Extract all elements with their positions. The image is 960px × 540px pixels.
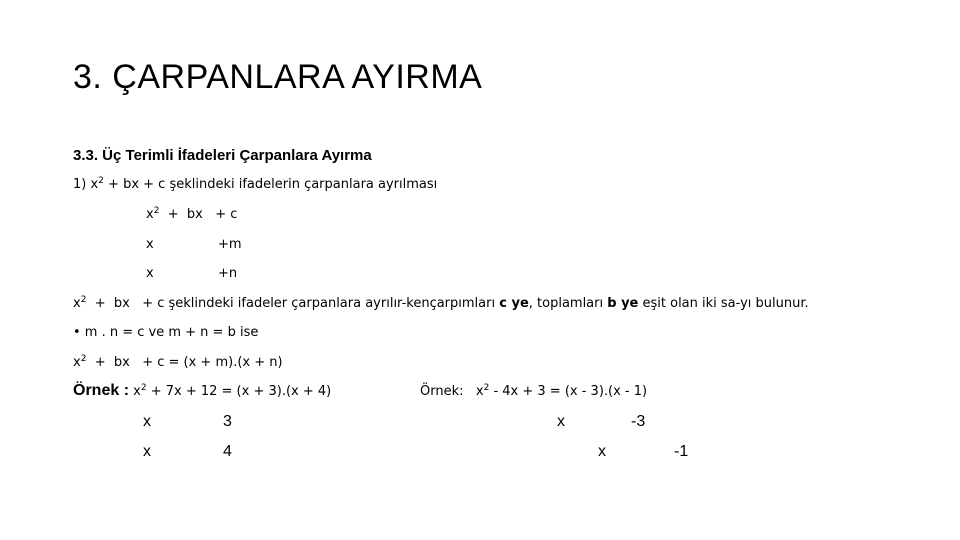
rule-bold-c: c ye <box>499 296 529 311</box>
example2-label: Örnek: x <box>420 384 484 399</box>
section-subtitle: 3.3. Üç Terimli İfadeleri Çarpanlara Ayırma <box>73 147 372 164</box>
intro-exponent: 2 <box>98 176 104 186</box>
scheme-row-3-x: x <box>146 266 154 281</box>
example2-row2-x: x <box>598 443 606 460</box>
bullet-line <box>73 325 258 340</box>
rule-exponent: 2 <box>80 295 87 305</box>
scheme-row-3-n: +n <box>218 266 238 281</box>
intro-line <box>73 177 437 192</box>
bullet-text: m . n = c ve m + n = b ise <box>80 325 259 340</box>
example2-exponent: 2 <box>483 383 490 393</box>
rule-bold-b: b ye <box>607 296 639 311</box>
formula-line <box>73 355 283 370</box>
example1-line <box>73 382 331 400</box>
rule-pre: x <box>73 296 81 311</box>
page-title: 3. ÇARPANLARA AYIRMA <box>73 58 483 96</box>
rule-post: eşit olan iki sa-yı bulunur. <box>638 296 809 311</box>
example2-post: - 4x + 3 = (x - 3).(x - 1) <box>489 384 648 399</box>
scheme-row1-post: + bx + c <box>159 207 238 222</box>
rule-mid2: , toplamları <box>528 296 608 311</box>
intro-post: + bx + c şeklindeki ifadelerin çarpanlara ayrılması <box>103 177 438 192</box>
formula-post: + bx + c = (x + m).(x + n) <box>86 355 283 370</box>
example1-label: Örnek : <box>73 382 130 399</box>
scheme-row1-exponent: 2 <box>153 206 160 216</box>
scheme-row-2-m: +m <box>218 237 242 252</box>
example1-row2-x: x <box>143 443 151 460</box>
example1-row1-x: x <box>143 413 151 430</box>
example2-row1-value: -3 <box>631 413 646 430</box>
scheme-row1-pre: x <box>146 207 154 222</box>
example2-row1-x: x <box>557 413 565 430</box>
example1-post: + 7x + 12 = (x + 3).(x + 4) <box>146 384 332 399</box>
scheme-row-1 <box>146 207 237 222</box>
example2-line <box>420 384 647 399</box>
rule-mid: + bx + c şeklindeki ifadeler çarpanlara ayrılır-kençarpımları <box>86 296 500 311</box>
scheme-row-2-x: x <box>146 237 154 252</box>
example2-row2-value: -1 <box>674 443 689 460</box>
formula-exponent: 2 <box>80 354 87 364</box>
example1-exponent: 2 <box>140 383 147 393</box>
rule-line <box>73 296 809 311</box>
intro-pre: 1) x <box>73 177 99 192</box>
example1-row2-value: 4 <box>223 443 232 460</box>
example1-row1-value: 3 <box>223 413 232 430</box>
bullet-marker: • <box>73 325 81 340</box>
formula-pre: x <box>73 355 81 370</box>
example1-pre: x <box>129 384 141 399</box>
